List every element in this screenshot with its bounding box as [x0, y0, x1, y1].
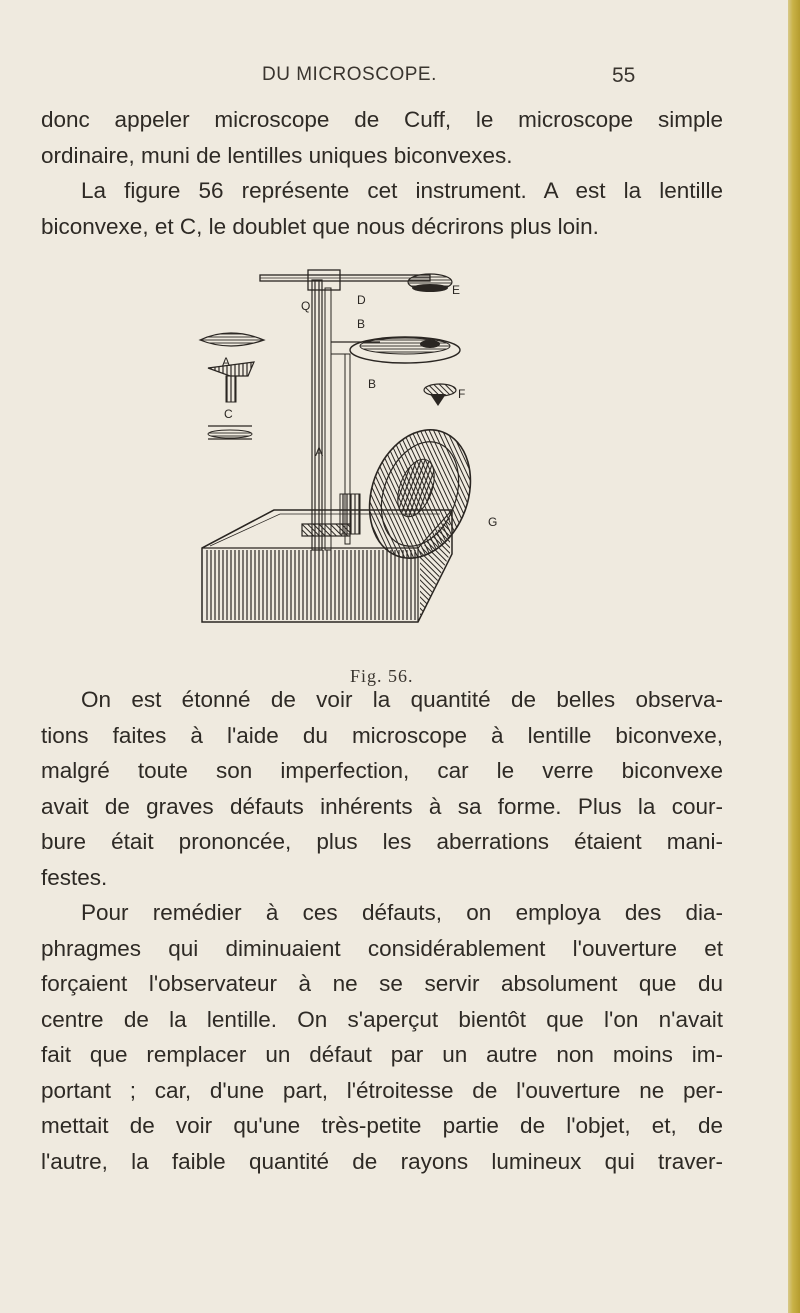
paragraph-2-line: tions faites à l'aide du microscope à lentille biconvexe,: [41, 722, 723, 748]
paragraph-3-line: phragmes qui diminuaient considérablement l'ouverture et: [41, 935, 723, 961]
stage-b: [350, 337, 460, 363]
paragraph-3-line: centre de la lentille. On s'aperçut bientôt que l'on n'avait: [41, 1006, 723, 1032]
page-number: 55: [612, 64, 636, 87]
lens-e: [408, 274, 452, 292]
label-a-left: A: [222, 355, 231, 369]
paragraph-1-line: donc appeler microscope de Cuff, le microscope simple: [41, 107, 723, 132]
paragraph-3-line: l'autre, la faible quantité de rayons lumineux qui traver-: [41, 1148, 723, 1174]
paragraph-3-line: portant ; car, d'une part, l'étroitesse de l'ouverture ne per-: [41, 1077, 723, 1103]
label-a-mid: A: [315, 445, 324, 459]
running-head-title: DU MICROSCOPE.: [262, 64, 437, 85]
paragraph-3: [41, 895, 723, 1179]
label-q: Q: [301, 299, 311, 313]
lens-f: [424, 384, 456, 406]
paragraph-2-line: malgré toute son imperfection, car le verre biconvexe: [41, 758, 723, 783]
label-f: F: [458, 387, 466, 401]
label-d: D: [357, 293, 366, 307]
paragraph-2-line: avait de graves défauts inhérents à sa forme. Plus la cour-: [41, 793, 723, 819]
paragraph-1-line: La figure 56 représente cet instrument. A est la lentille: [81, 178, 723, 203]
paragraph-3-line: forçaient l'observateur à ne se servir absolument que du: [41, 971, 723, 996]
lens-a-loose: [200, 333, 264, 346]
microscope-illustration: [190, 258, 520, 658]
label-b-mid: B: [368, 377, 377, 391]
paragraph-2-line: festes.: [41, 864, 108, 890]
paragraph-3-line: Pour remédier à ces défauts, on employa des dia-: [81, 900, 723, 925]
figure-caption: Fig. 56.: [350, 666, 414, 686]
label-g: G: [488, 515, 498, 529]
paragraph-2-line: On est étonné de voir la quantité de belles observa-: [81, 687, 723, 712]
paragraph-1-line: biconvexe, et C, le doublet que nous décrirons plus loin.: [41, 213, 599, 239]
mirror-g: [352, 416, 487, 573]
paragraph-1: [41, 102, 723, 244]
paragraph-2-line: bure était prononcée, plus les aberrations étaient mani-: [41, 829, 723, 854]
top-arm: [260, 270, 430, 290]
label-e: E: [452, 283, 461, 297]
paragraph-3-line: fait que remplacer un défaut par un autre non moins im-: [41, 1042, 723, 1067]
paragraph-1-line: ordinaire, muni de lentilles uniques biconvexes.: [41, 142, 513, 168]
page-edge: [788, 0, 800, 1313]
doublet-holder: [208, 362, 254, 402]
paragraph-3-line: mettait de voir qu'une très-petite partie de l'objet, et, de: [41, 1113, 723, 1138]
doublet-c: [208, 426, 252, 439]
label-c-left: C: [224, 407, 233, 421]
running-head: [0, 64, 788, 94]
label-b-upper: B: [357, 317, 366, 331]
paragraph-2: [41, 682, 723, 895]
